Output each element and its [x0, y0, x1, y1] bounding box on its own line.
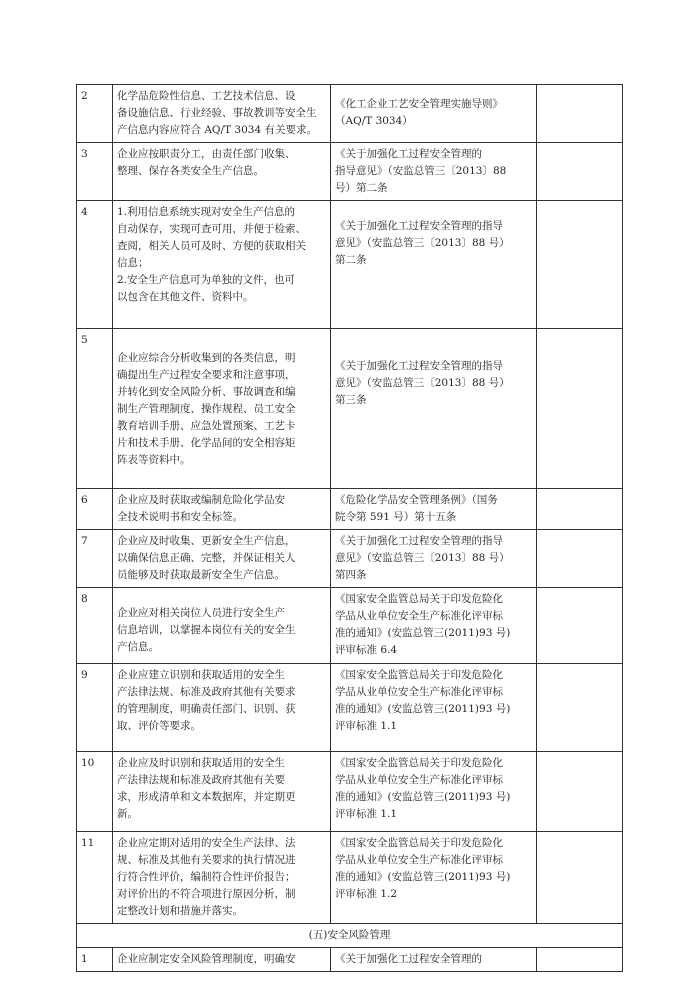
text-line: 新。	[117, 808, 138, 820]
requirement-cell	[113, 664, 331, 752]
requirement-cell	[113, 143, 331, 201]
text-line: 第四条	[335, 569, 367, 581]
row-number: 5	[77, 329, 113, 489]
requirement-cell	[113, 752, 331, 832]
text-line: 意见》（安监总管三〔2013〕88 号）	[335, 552, 510, 564]
basis-cell	[331, 85, 537, 143]
text-line: 以包含在其他文件、资料中。	[117, 291, 254, 303]
text-line: 准的通知》(安监总管三(2011)93 号)	[335, 871, 511, 883]
text-line: 查阅，相关人员可及时、方便的获取相关	[117, 240, 306, 252]
text-line: 意见》（安监总管三〔2013〕88 号）	[335, 377, 510, 389]
text-line: 对评价出的不符合项进行原因分析，制	[117, 888, 296, 900]
text-line: 意见》（安监总管三〔2013〕88 号）	[335, 237, 510, 249]
text-line: 学品从业单位安全生产标准化评审标	[335, 774, 503, 786]
text-line: 定整改计划和措施并落实。	[117, 905, 243, 917]
text-line: 2.安全生产信息可为单独的文件，也可	[117, 274, 296, 286]
basis-cell	[331, 530, 537, 588]
basis-cell	[331, 489, 537, 530]
text-line: 教育培训手册、应急处置预案、工艺卡	[117, 420, 296, 432]
text-line: 《危险化学品安全管理条例》（国务	[335, 494, 498, 506]
table-row	[77, 489, 623, 530]
empty-cell	[537, 832, 623, 924]
text-line: 准的通知》(安监总管三(2011)93 号)	[335, 703, 511, 715]
text-line: 评审标准 1.1	[335, 808, 398, 820]
table-body	[77, 85, 623, 972]
requirement-cell	[113, 85, 331, 143]
text-line: 企业应建立识别和获取适用的安全生	[117, 669, 285, 681]
text-line: 产法律法规、标准及政府其他有关要求	[117, 686, 296, 698]
text-line: 第二条	[335, 254, 367, 266]
text-line: 片和技术手册、化学品间的安全相容矩	[117, 437, 296, 449]
text-line: 全技术说明书和安全标签。	[117, 511, 243, 523]
text-line: 备设施信息、行业经验、事故教训等安全生	[117, 107, 317, 119]
empty-cell	[537, 329, 623, 489]
text-line: 评审标准 6.4	[335, 644, 398, 656]
text-line: 产信息。	[117, 641, 159, 653]
table-row	[77, 143, 623, 201]
text-line: 院令第 591 号）第十五条	[335, 511, 457, 523]
text-line: 学品从业单位安全生产标准化评审标	[335, 686, 503, 698]
text-line: 《国家安全监管总局关于印发危险化	[335, 593, 503, 605]
requirement-cell	[113, 489, 331, 530]
text-line: 信息培训，以掌握本岗位有关的安全生	[117, 624, 296, 636]
basis-cell	[331, 832, 537, 924]
row-number: 3	[77, 143, 113, 201]
row-number: 2	[77, 85, 113, 143]
text-line: 信息；	[117, 257, 149, 269]
text-line: 学品从业单位安全生产标准化评审标	[335, 854, 503, 866]
basis-cell	[331, 588, 537, 664]
text-line: 《化工企业工艺安全管理实施导则》	[335, 98, 503, 110]
section-row	[77, 924, 623, 948]
table-row	[77, 664, 623, 752]
row-number: 8	[77, 588, 113, 664]
empty-cell	[537, 85, 623, 143]
table-row	[77, 832, 623, 924]
basis-cell	[331, 201, 537, 329]
empty-cell	[537, 752, 623, 832]
text-line: 《关于加强化工过程安全管理的指导	[335, 535, 503, 547]
text-line: 《关于加强化工过程安全管理的指导	[335, 220, 503, 232]
requirement-cell	[113, 832, 331, 924]
text-line: 企业应及时收集、更新安全生产信息，	[117, 535, 296, 547]
empty-cell	[537, 143, 623, 201]
text-line: 《关于加强化工过程安全管理的	[335, 953, 482, 965]
text-line: 阵表等资料中。	[117, 454, 191, 466]
text-line: 学品从业单位安全生产标准化评审标	[335, 610, 503, 622]
requirement-cell	[113, 329, 331, 489]
text-line: 制生产管理制度、操作规程、员工安全	[117, 403, 296, 415]
text-line: 企业应制定安全风险管理制度，明确安	[117, 953, 296, 965]
text-line: 企业应及时获取或编制危险化学品安	[117, 494, 285, 506]
text-line: 《关于加强化工过程安全管理的指导	[335, 360, 503, 372]
row-number: 4	[77, 201, 113, 329]
row-number: 9	[77, 664, 113, 752]
requirement-cell	[113, 948, 331, 972]
text-line: 《关于加强化工过程安全管理的	[335, 148, 482, 160]
regulation-table	[76, 84, 623, 972]
text-line: 准的通知》(安监总管三(2011)93 号)	[335, 791, 511, 803]
basis-cell	[331, 143, 537, 201]
text-line: 《国家安全监管总局关于印发危险化	[335, 669, 503, 681]
requirement-cell	[113, 530, 331, 588]
text-line: 行符合性评价，编制符合性评价报告；	[117, 871, 296, 883]
table-row	[77, 752, 623, 832]
text-line: 以确保信息正确、完整，并保证相关人	[117, 552, 296, 564]
row-number: 6	[77, 489, 113, 530]
text-line: 的管理制度，明确责任部门、识别、获	[117, 703, 296, 715]
text-line: 《国家安全监管总局关于印发危险化	[335, 837, 503, 849]
row-number: 11	[77, 832, 113, 924]
empty-cell	[537, 489, 623, 530]
table-row	[77, 85, 623, 143]
text-line: 整理、保存各类安全生产信息。	[117, 165, 264, 177]
text-line: 指导意见》（安监总管三〔2013〕88	[335, 165, 507, 177]
basis-cell	[331, 329, 537, 489]
text-line: 化学品危险性信息、工艺技术信息、设	[117, 90, 296, 102]
table-row	[77, 588, 623, 664]
text-line: 规、标准及其他有关要求的执行情况进	[117, 854, 296, 866]
empty-cell	[537, 948, 623, 972]
requirement-cell	[113, 201, 331, 329]
row-number: 1	[77, 948, 113, 972]
text-line: 求，形成清单和文本数据库，并定期更	[117, 791, 296, 803]
text-line: 评审标准 1.1	[335, 720, 398, 732]
requirement-cell	[113, 588, 331, 664]
table-row	[77, 948, 623, 972]
empty-cell	[537, 588, 623, 664]
text-line: 企业应及时识别和获取适用的安全生	[117, 757, 285, 769]
text-line: 产信息内容应符合 AQ/T 3034 有关要求。	[117, 124, 317, 136]
table-row	[77, 530, 623, 588]
basis-cell	[331, 752, 537, 832]
empty-cell	[537, 664, 623, 752]
text-line: 企业应按职责分工，由责任部门收集、	[117, 148, 296, 160]
text-line: 《国家安全监管总局关于印发危险化	[335, 757, 503, 769]
text-line: 并转化到安全风险分析、事故调查和编	[117, 386, 296, 398]
text-line: 企业应对相关岗位人员进行安全生产	[117, 607, 285, 619]
text-line: 1.利用信息系统实现对安全生产信息的	[117, 206, 296, 218]
table-row	[77, 329, 623, 489]
row-number: 10	[77, 752, 113, 832]
text-line: 产法律法规和标准及政府其他有关要	[117, 774, 285, 786]
text-line: 准的通知》(安监总管三(2011)93 号)	[335, 627, 511, 639]
empty-cell	[537, 201, 623, 329]
text-line: 员能够及时获取最新安全生产信息。	[117, 569, 285, 581]
text-line: 企业应综合分析收集到的各类信息，明	[117, 352, 296, 364]
text-line: （AQ/T 3034）	[335, 115, 413, 127]
text-line: 取、评价等要求。	[117, 720, 201, 732]
text-line: 企业应定期对适用的安全生产法律、法	[117, 837, 296, 849]
text-line: 评审标准 1.2	[335, 888, 398, 900]
text-line: 自动保存，实现可查可用，并便于检索、	[117, 223, 306, 235]
table-row	[77, 201, 623, 329]
empty-cell	[537, 530, 623, 588]
text-line: 号）第二条	[335, 182, 388, 194]
basis-cell	[331, 664, 537, 752]
basis-cell	[331, 948, 537, 972]
text-line: 确提出生产过程安全要求和注意事项，	[117, 369, 296, 381]
row-number: 7	[77, 530, 113, 588]
text-line: 第三条	[335, 394, 367, 406]
section-title: (五)安全风险管理	[77, 924, 623, 948]
